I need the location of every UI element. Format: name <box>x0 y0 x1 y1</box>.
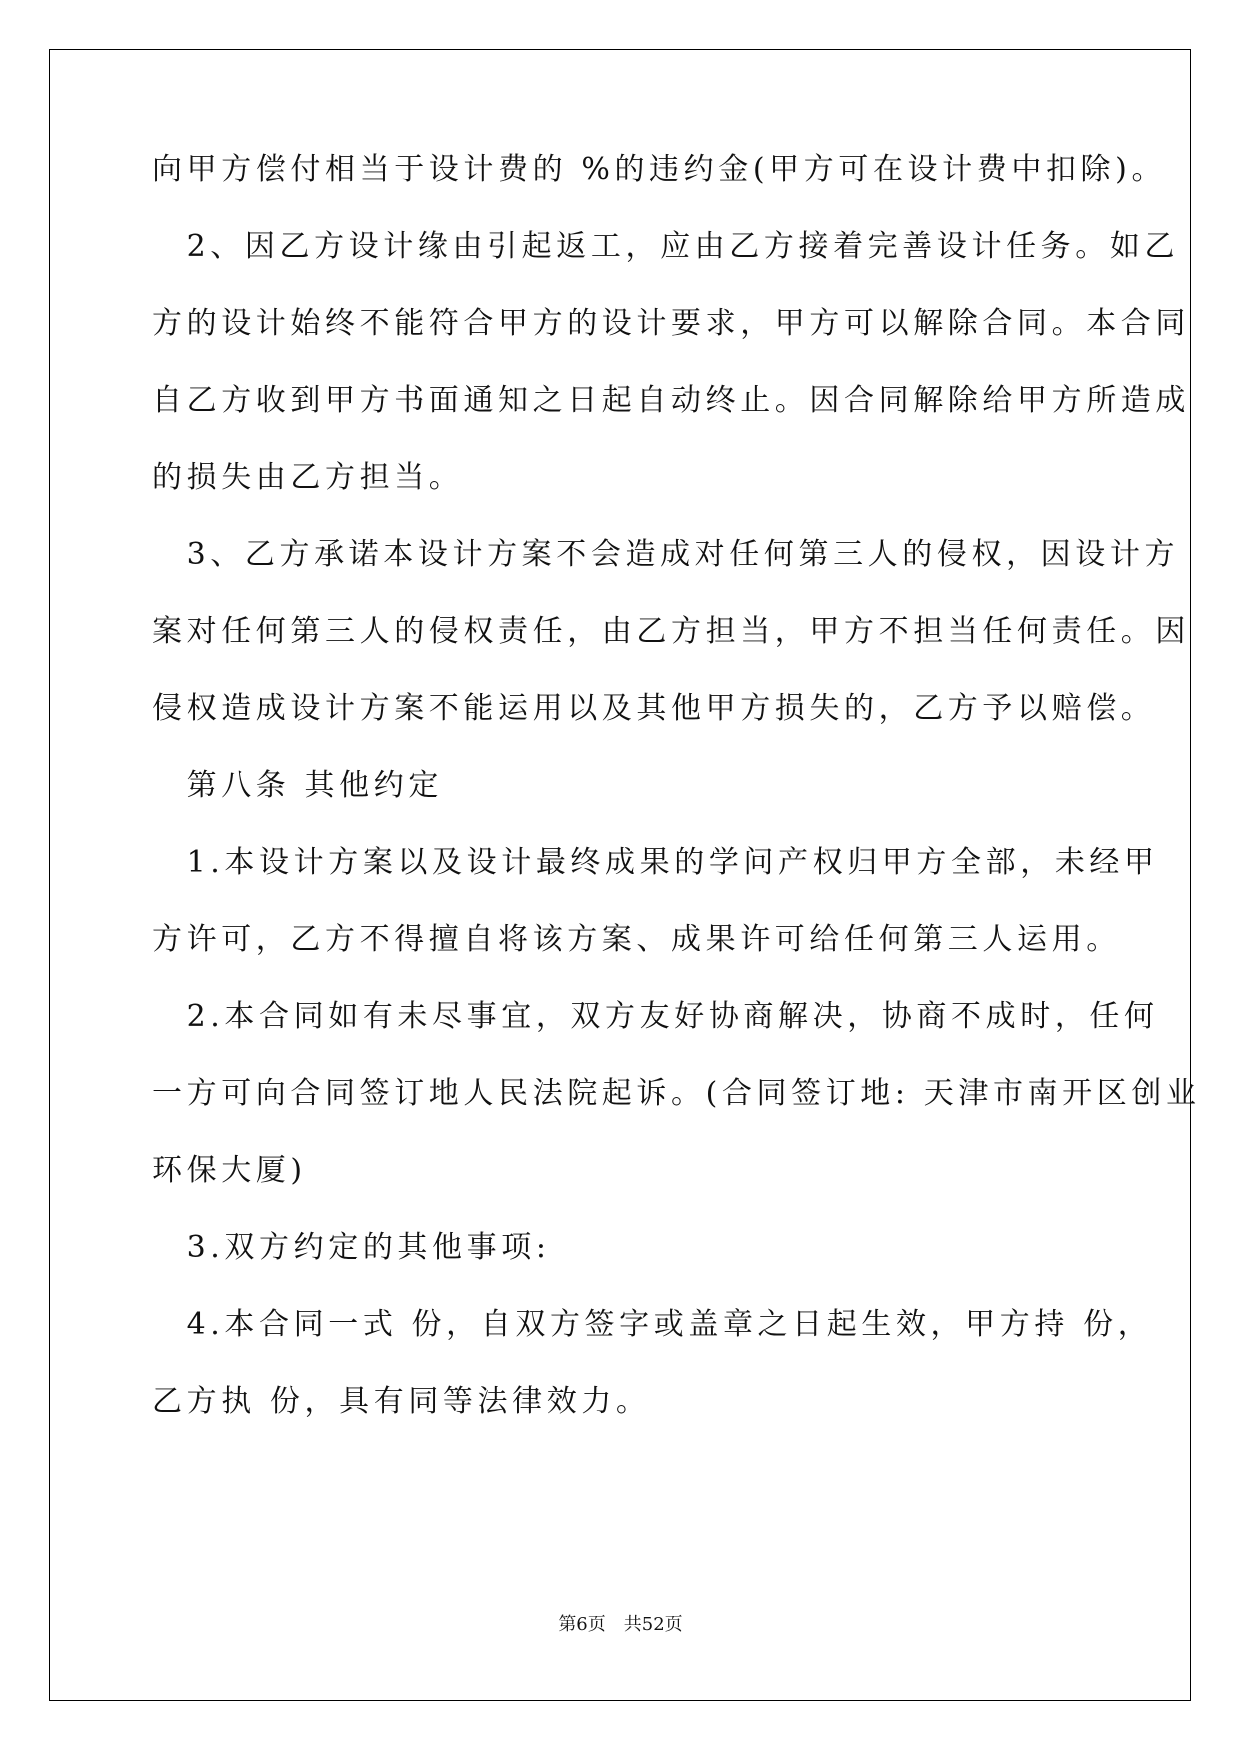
text-line: 自乙方收到甲方书面通知之日起自动终止。因合同解除给甲方所造成 <box>152 383 1190 418</box>
text-line: 4.本合同一式 份，自双方签字或盖章之日起生效，甲方持 份， <box>152 1307 1153 1342</box>
text-line: 侵权造成设计方案不能运用以及其他甲方损失的，乙方予以赔偿。 <box>152 691 1156 726</box>
text-line: 方许可，乙方不得擅自将该方案、成果许可给任何第三人运用。 <box>152 922 1121 957</box>
text-line: 1.本设计方案以及设计最终成果的学问产权归甲方全部，未经甲 <box>152 845 1159 880</box>
text-line: 方的设计始终不能符合甲方的设计要求，甲方可以解除合同。本合同 <box>152 306 1190 341</box>
page-number-footer: 第6页 共52页 <box>558 1614 683 1635</box>
text-line: 3、乙方承诺本设计方案不会造成对任何第三人的侵权，因设计方 <box>152 537 1180 572</box>
text-line: 2、因乙方设计缘由引起返工，应由乙方接着完善设计任务。如乙 <box>152 229 1180 264</box>
text-line: 案对任何第三人的侵权责任，由乙方担当，甲方不担当任何责任。因 <box>152 614 1190 649</box>
text-line: 3.双方约定的其他事项: <box>152 1230 551 1265</box>
section-heading: 第八条 其他约定 <box>152 768 443 803</box>
text-line: 环保大厦) <box>152 1153 307 1188</box>
text-line: 2.本合同如有未尽事宜，双方友好协商解决，协商不成时，任何 <box>152 999 1159 1034</box>
text-line: 一方可向合同签订地人民法院起诉。(合同签订地: 天津市南开区创业 <box>152 1076 1201 1111</box>
text-line: 向甲方偿付相当于设计费的 %的违约金(甲方可在设计费中扣除)。 <box>152 152 1167 187</box>
text-line: 乙方执 份，具有同等法律效力。 <box>152 1384 651 1419</box>
text-line: 的损失由乙方担当。 <box>152 460 464 495</box>
